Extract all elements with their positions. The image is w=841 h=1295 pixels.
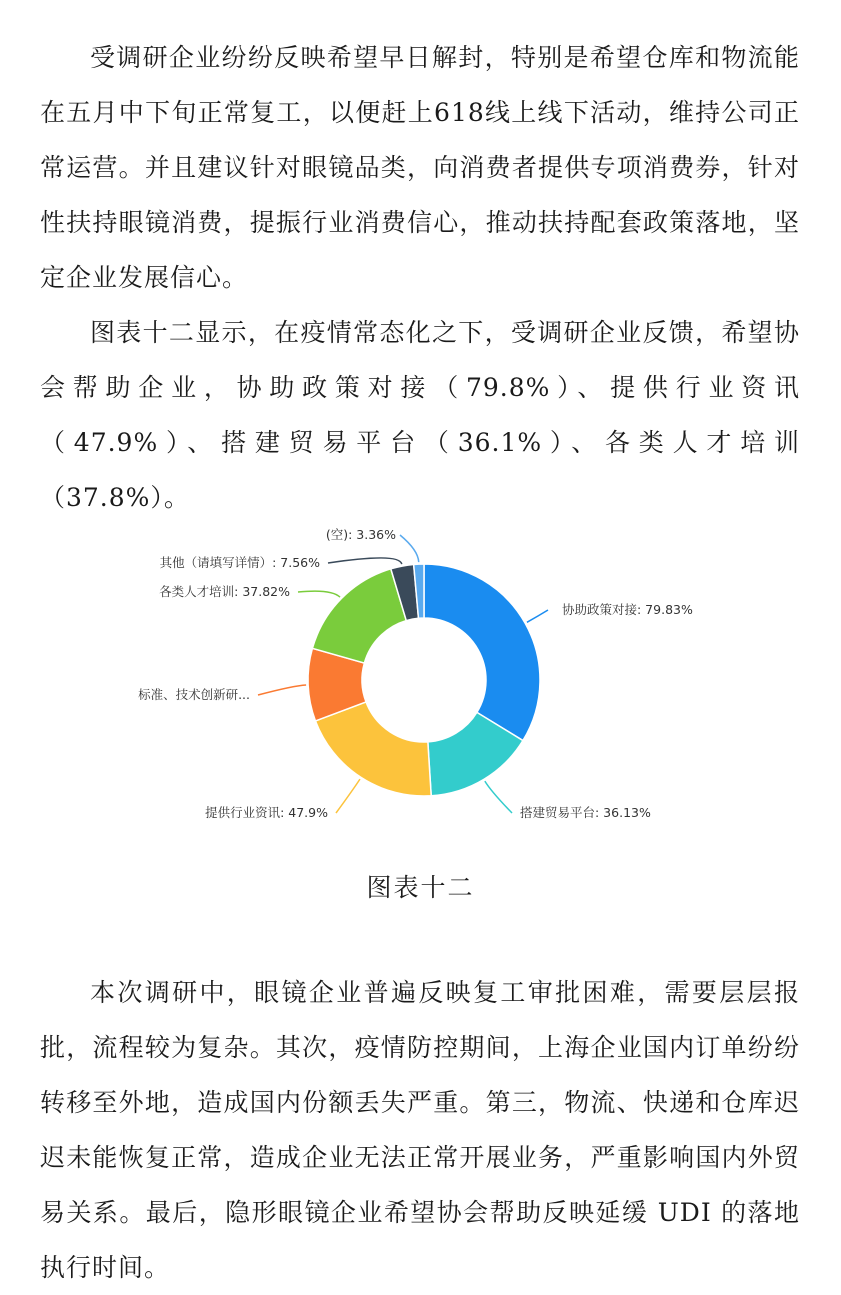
paragraph-chart-summary: 图表十二显示，在疫情常态化之下，受调研企业反馈，希望协会帮助企业，协助政策对接（79.8%）、提供行业资讯（47.9%）、搭建贸易平台（36.1%）、各类人才培训（37.8%）。: [40, 318, 800, 512]
slice-label: 搭建贸易平台: 36.13%: [520, 805, 651, 820]
donut-chart-svg: [0, 495, 841, 865]
slice-label: 其他（请填写详情）: 7.56%: [159, 555, 320, 570]
label-leader-line: [336, 779, 360, 813]
figure-caption: 图表十二: [366, 873, 475, 902]
slice-label: 提供行业资讯: 47.9%: [205, 805, 328, 820]
slice-label: 标准、技术创新研...: [138, 687, 250, 702]
donut-slice: [424, 564, 540, 741]
label-leader-line: [485, 781, 512, 813]
donut-slice: [315, 702, 431, 796]
donut-chart: [0, 495, 841, 865]
label-leader-line: [258, 685, 306, 695]
slice-label: 各类人才培训: 37.82%: [159, 584, 290, 599]
slice-label: (空): 3.36%: [325, 527, 396, 542]
label-leader-line: [527, 610, 548, 622]
donut-slice: [312, 569, 406, 663]
paragraph-hope-reopen: 受调研企业纷纷反映希望早日解封，特别是希望仓库和物流能在五月中下旬正常复工，以便赶上618线上线下活动，维持公司正常运营。并且建议针对眼镜品类，向消费者提供专项消费券，针对性扶持眼镜消费，提振行业消费信心，推动扶持配套政策落地，坚定企业发展信心。: [40, 43, 800, 292]
label-leader-line: [298, 591, 340, 597]
paragraph-survey-findings: 本次调研中，眼镜企业普遍反映复工审批困难，需要层层报批，流程较为复杂。其次，疫情防控期间，上海企业国内订单纷纷转移至外地，造成国内份额丢失严重。第三，物流、快递和仓库迟迟未能恢复正常，造成企业无法正常开展业务，严重影响国内外贸易关系。最后，隐形眼镜企业希望协会帮助反映延缓 UDI 的落地执行时间。: [40, 978, 800, 1282]
label-leader-line: [400, 535, 419, 562]
label-leader-line: [328, 558, 402, 564]
slice-label: 协助政策对接: 79.83%: [562, 602, 693, 617]
